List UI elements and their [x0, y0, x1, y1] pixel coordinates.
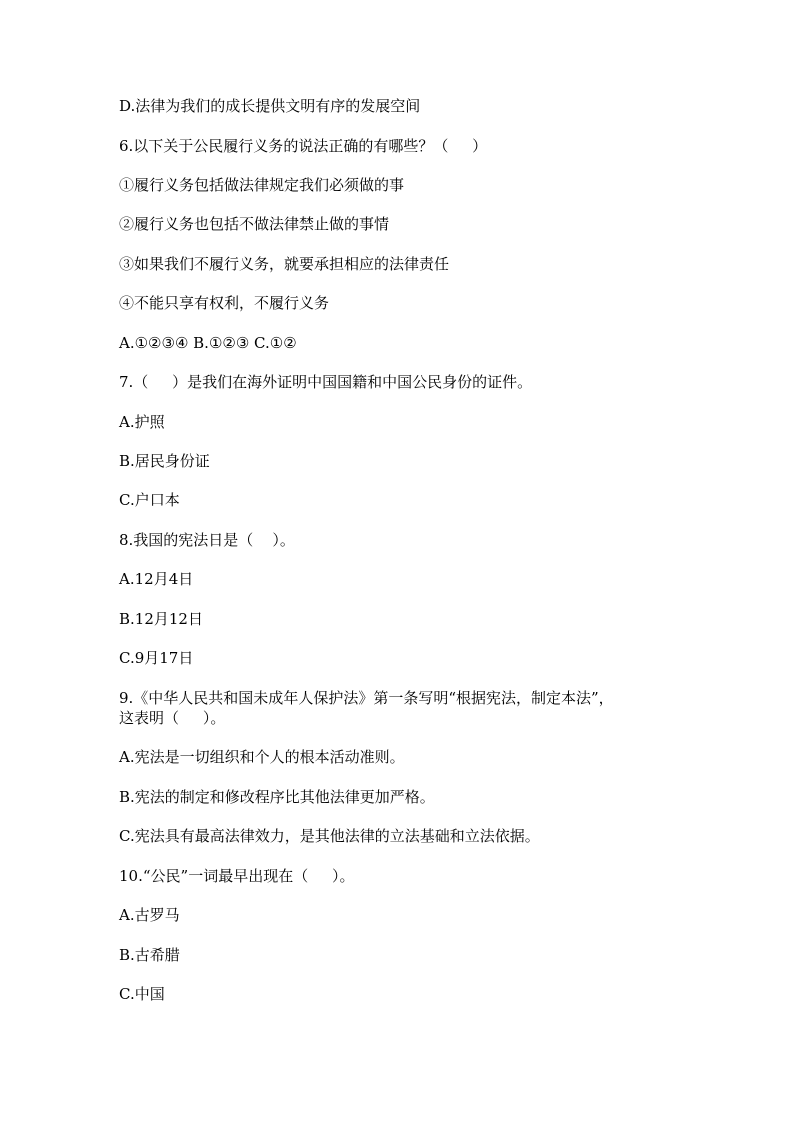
option-a-q8: A.12月4日 [119, 570, 194, 588]
question-6: 6.以下关于公民履行义务的说法正确的有哪些？（ ） [119, 137, 488, 155]
option-b-q10: B.古希腊 [119, 946, 180, 964]
option-b-q7: B.居民身份证 [119, 452, 210, 470]
statement-3: ③如果我们不履行义务，就要承担相应的法律责任 [119, 255, 450, 273]
option-a-q9: A.宪法是一切组织和个人的根本活动准则。 [119, 748, 405, 766]
question-9-line-1: 9.《中华人民共和国未成年人保护法》第一条写明“根据宪法，制定本法”， [119, 689, 614, 707]
question-10: 10.“公民”一词最早出现在（ ）。 [119, 867, 355, 885]
option-a-q10: A.古罗马 [119, 906, 180, 924]
option-c-q9: C.宪法具有最高法律效力，是其他法律的立法基础和立法依据。 [119, 827, 540, 845]
statement-2: ②履行义务也包括不做法律禁止做的事情 [119, 215, 390, 233]
question-9-line-2: 这表明（ ）。 [119, 709, 226, 727]
question-8: 8.我国的宪法日是（ ）。 [119, 531, 295, 549]
statement-4: ④不能只享有权利，不履行义务 [119, 294, 330, 312]
option-b-q9: B.宪法的制定和修改程序比其他法律更加严格。 [119, 788, 435, 806]
question-7: 7.（ ）是我们在海外证明中国国籍和中国公民身份的证件。 [119, 373, 533, 391]
option-a-q7: A.护照 [119, 413, 165, 431]
option-c-q8: C.9月17日 [119, 649, 194, 667]
options-q6: A.①②③④ B.①②③ C.①② [119, 334, 297, 352]
option-c-q10: C.中国 [119, 985, 165, 1003]
option-b-q8: B.12月12日 [119, 610, 203, 628]
option-d-q5: D.法律为我们的成长提供文明有序的发展空间 [119, 97, 421, 115]
option-c-q7: C.户口本 [119, 491, 180, 509]
statement-1: ①履行义务包括做法律规定我们必须做的事 [119, 176, 405, 194]
